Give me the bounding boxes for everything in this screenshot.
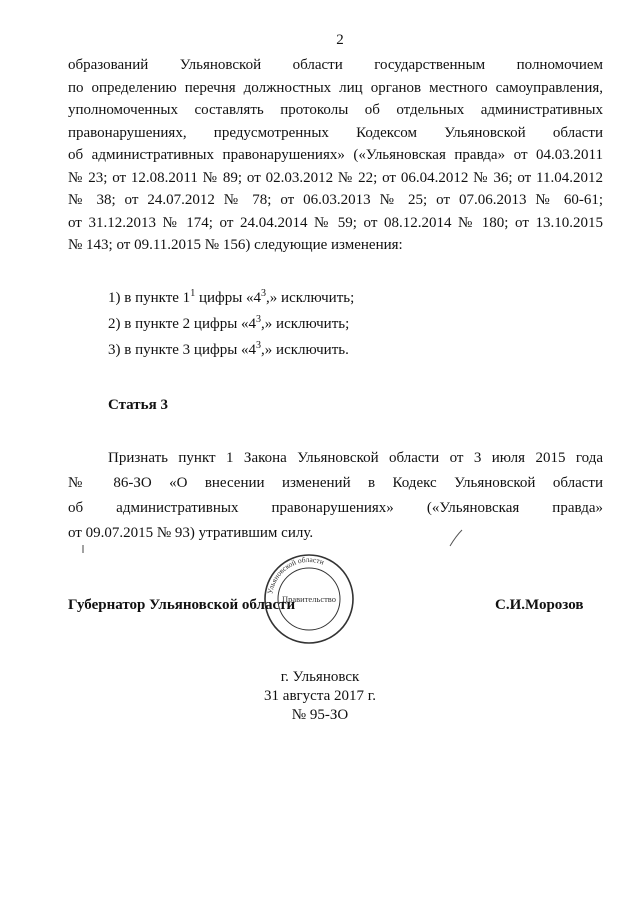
amendment-item-2 [108, 316, 349, 333]
paragraph-line: от 09.07.2015 № 93) утратившим силу. [68, 525, 314, 541]
superscript: 3 [261, 288, 267, 299]
item-text: 3) в пункте 3 цифры «4 [108, 342, 257, 358]
paragraph-line: № 38; от 24.07.2012 № 78; от 06.03.2013 № 25; от 07.06.2013 № 60-61; [68, 192, 603, 208]
superscript: 1 [190, 288, 196, 299]
amendment-item-1 [108, 290, 354, 307]
superscript: 3 [256, 340, 262, 351]
signatory-name: С.И.Морозов [495, 597, 584, 613]
paragraph-line: по определению перечня должностных лиц органов местного самоуправления, [68, 79, 603, 96]
article3-paragraph [68, 446, 603, 546]
paragraph-line: уполномоченных составлять протоколы об отдельных административных [68, 102, 603, 118]
item-text: ,» исключить. [261, 342, 349, 358]
pen-mark [80, 544, 86, 554]
item-text: 2) в пункте 2 цифры «4 [108, 316, 257, 332]
seal-center-text: Правительство [281, 594, 337, 604]
paragraph-line: от 31.12.2013 № 174; от 24.04.2014 № 59; от 08.12.2014 № 180; от 13.10.2015 [68, 214, 603, 231]
page-number: 2 [336, 32, 344, 48]
paragraph-line: № 86-ЗО «О внесении изменений в Кодекс Ульяновской области [68, 475, 603, 491]
pen-mark [448, 528, 464, 548]
footer-law-number: № 95-ЗО [291, 707, 349, 723]
paragraph-line: № 143; от 09.11.2015 № 156) следующие изменения: [68, 237, 403, 253]
item-text: ,» исключить; [261, 316, 350, 332]
paragraph-line: правонарушениях, предусмотренных Кодексом Ульяновской области [68, 124, 603, 141]
paragraph-line: об административных правонарушениях» («Ульяновская правда» [68, 500, 603, 516]
article-heading: Статья 3 [108, 397, 168, 413]
signatory-position: Губернатор Ульяновской области [68, 597, 296, 613]
footer-date: 31 августа 2017 г. [264, 688, 376, 704]
body-paragraph [68, 54, 603, 257]
paragraph-line: образований Ульяновской области государственным полномочием [68, 57, 603, 73]
item-text: ,» исключить; [266, 290, 355, 306]
superscript: 3 [256, 314, 262, 325]
paragraph-line: об административных правонарушениях» («Ульяновская правда» от 04.03.2011 [68, 147, 603, 163]
item-text: цифры «4 [195, 290, 262, 306]
amendment-item-3 [108, 342, 349, 359]
footer-city: г. Ульяновск [280, 669, 360, 685]
paragraph-line: № 23; от 12.08.2011 № 89; от 02.03.2012 № 22; от 06.04.2012 № 36; от 11.04.2012 [68, 169, 603, 186]
paragraph-line: Признать пункт 1 Закона Ульяновской области от 3 июля 2015 года [108, 450, 603, 466]
item-text: 1) в пункте 1 [108, 290, 191, 306]
seal-ring-text: Ульяновской области [265, 554, 326, 595]
